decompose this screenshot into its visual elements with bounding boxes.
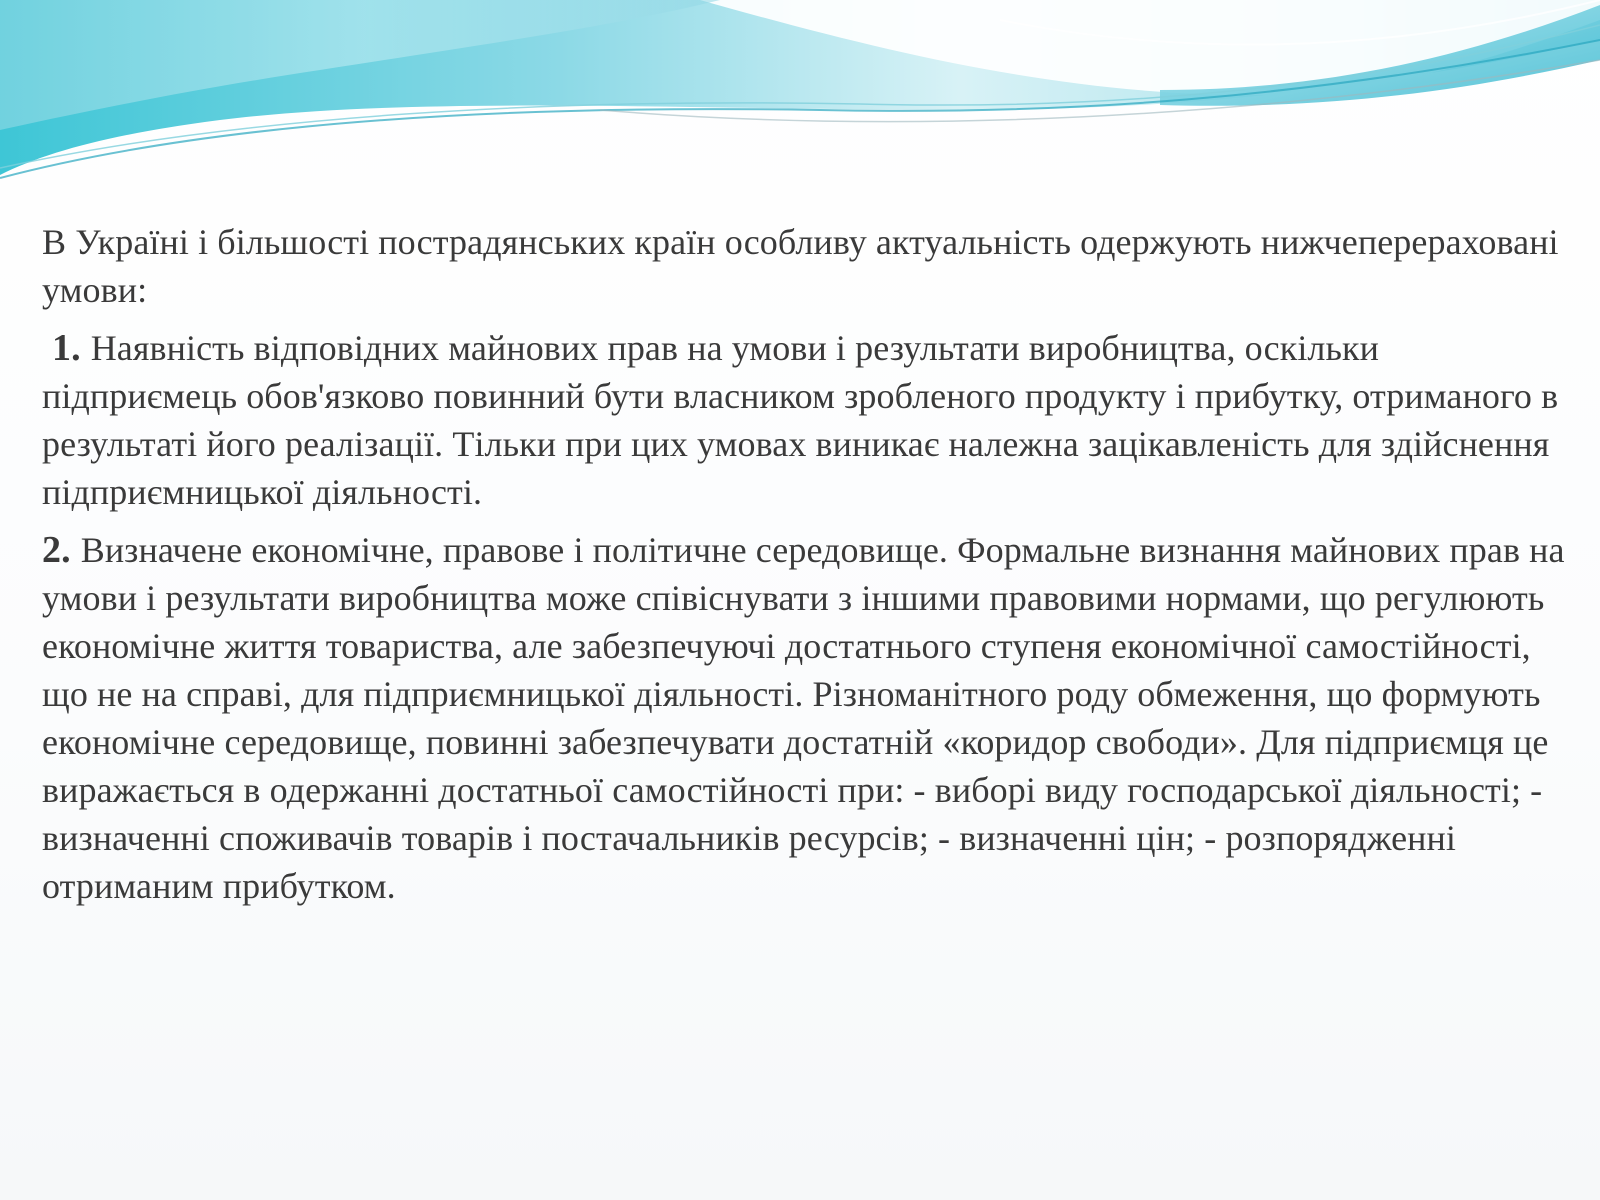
header-wave-decoration: [0, 0, 1600, 190]
condition-1-paragraph: [42, 324, 1572, 516]
intro-paragraph: [42, 218, 1572, 314]
condition-2-paragraph: [42, 526, 1572, 910]
slide-body-text: [42, 218, 1572, 920]
intro-text: В Україні і більшості пострадянських країн особливу актуальність одержують нижчеперераховані умови:: [42, 222, 1559, 310]
condition-2-number: 2.: [42, 529, 71, 571]
condition-1-number: 1.: [52, 327, 81, 369]
condition-1-text: Наявність відповідних майнових прав на умови і результати виробництва, оскільки підприємець обов'язково повинний бути власником зробленого продукту і прибутку, отриманого в результаті його реалізації. Тільки при цих умовах виникає належна зацікавленість для здійснення підприємницької діяльності.: [42, 328, 1559, 512]
condition-2-text: Визначене економічне, правове і політичне середовище. Формальне визнання майнових прав на умови і результати виробництва може співіснувати з іншими правовими нормами, що регулюють економічне життя товариства, але забезпечуючі достатнього ступеня економічної самостійності, що не на справі, для підприємницької діяльності. Різноманітного роду обмеження, що формують економічне середовище, повинні забезпечувати достатній «коридор свободи». Для підприємця це виражається в одержанні достатньої самостійності при: - виборі виду господарської діяльності; - визначенні споживачів товарів і постачальників ресурсів; - визначенні цін; - розпорядженні отриманим прибутком.: [42, 530, 1565, 906]
